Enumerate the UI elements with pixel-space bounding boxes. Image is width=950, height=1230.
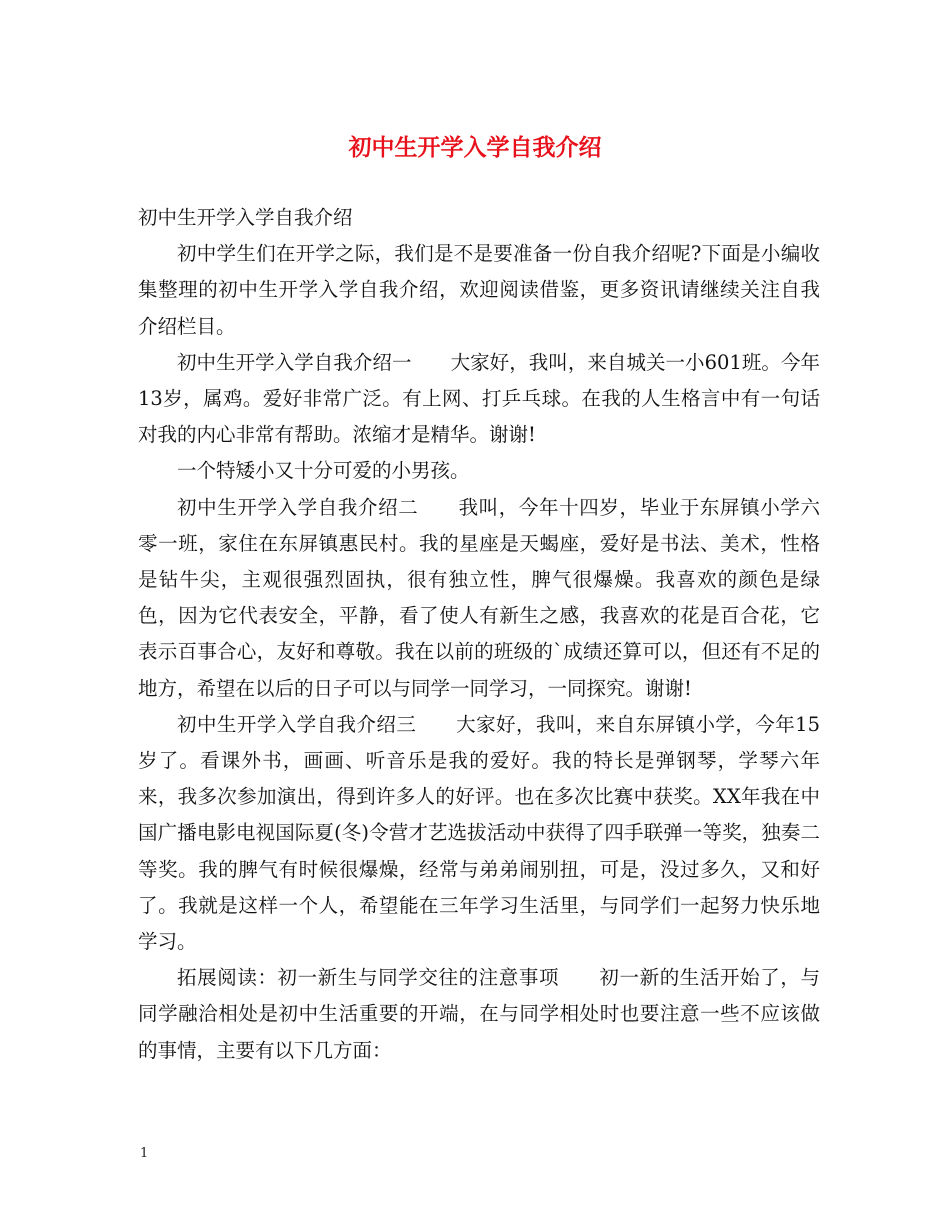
paragraph-heading: 初中生开学入学自我介绍 — [138, 206, 353, 229]
paragraph-short-note: 一个特矮小又十分可爱的小男孩。 — [177, 459, 470, 483]
paragraph-extended-reading: 拓展阅读：初一新生与同学交往的注意事项 初一新的生活开始了，与同学融洽相处是初中生活重要的开端，在与同学相处时也要注意一些不应该做的事情，主要有以下几方面： — [138, 966, 820, 1062]
paragraph-intro-three: 初中生开学入学自我介绍三 大家好，我叫，来自东屏镇小学，今年15岁了。看课外书，画画、听音乐是我的爱好。我的特长是弹钢琴，学琴六年来，我多次参加演出，得到许多人的好评。也在多次比赛中获奖。XX年我在中国广播电影电视国际夏(冬)令营才艺选拔活动中获得了四手联弹一等奖，独奏二等奖。我的脾气有时候很爆燥，经常与弟弟闹别扭，可是，没过多久，又和好了。我就是这样一个人，希望能在三年学习生活里，与同学们一起努力快乐地学习。 — [138, 712, 820, 954]
page-number: 1 — [140, 1146, 149, 1161]
paragraph-intro-one: 初中生开学入学自我介绍一 大家好，我叫，来自城关一小601班。今年13岁，属鸡。爱好非常广泛。有上网、打乒乓球。在我的人生格言中有一句话对我的内心非常有帮助。浓缩才是精华。谢谢! — [138, 350, 820, 447]
paragraph-intro: 初中学生们在开学之际，我们是不是要准备一份自我介绍呢?下面是小编收集整理的初中生开学入学自我介绍，欢迎阅读借鉴，更多资讯请继续关注自我介绍栏目。 — [138, 242, 820, 338]
document-title: 初中生开学入学自我介绍 — [348, 134, 602, 161]
paragraph-intro-two: 初中生开学入学自我介绍二 我叫，今年十四岁，毕业于东屏镇小学六零一班，家住在东屏镇惠民村。我的星座是天蝎座，爱好是书法、美术，性格是钻牛尖，主观很强烈固执，很有独立性，脾气很爆燥。我喜欢的颜色是绿色，因为它代表安全，平静，看了使人有新生之感，我喜欢的花是百合花，它表示百事合心，友好和尊敬。我在以前的班级的`成绩还算可以，但还有不足的地方，希望在以后的日子可以与同学一同学习，一同探究。谢谢! — [138, 495, 820, 700]
document-body — [138, 200, 820, 1069]
